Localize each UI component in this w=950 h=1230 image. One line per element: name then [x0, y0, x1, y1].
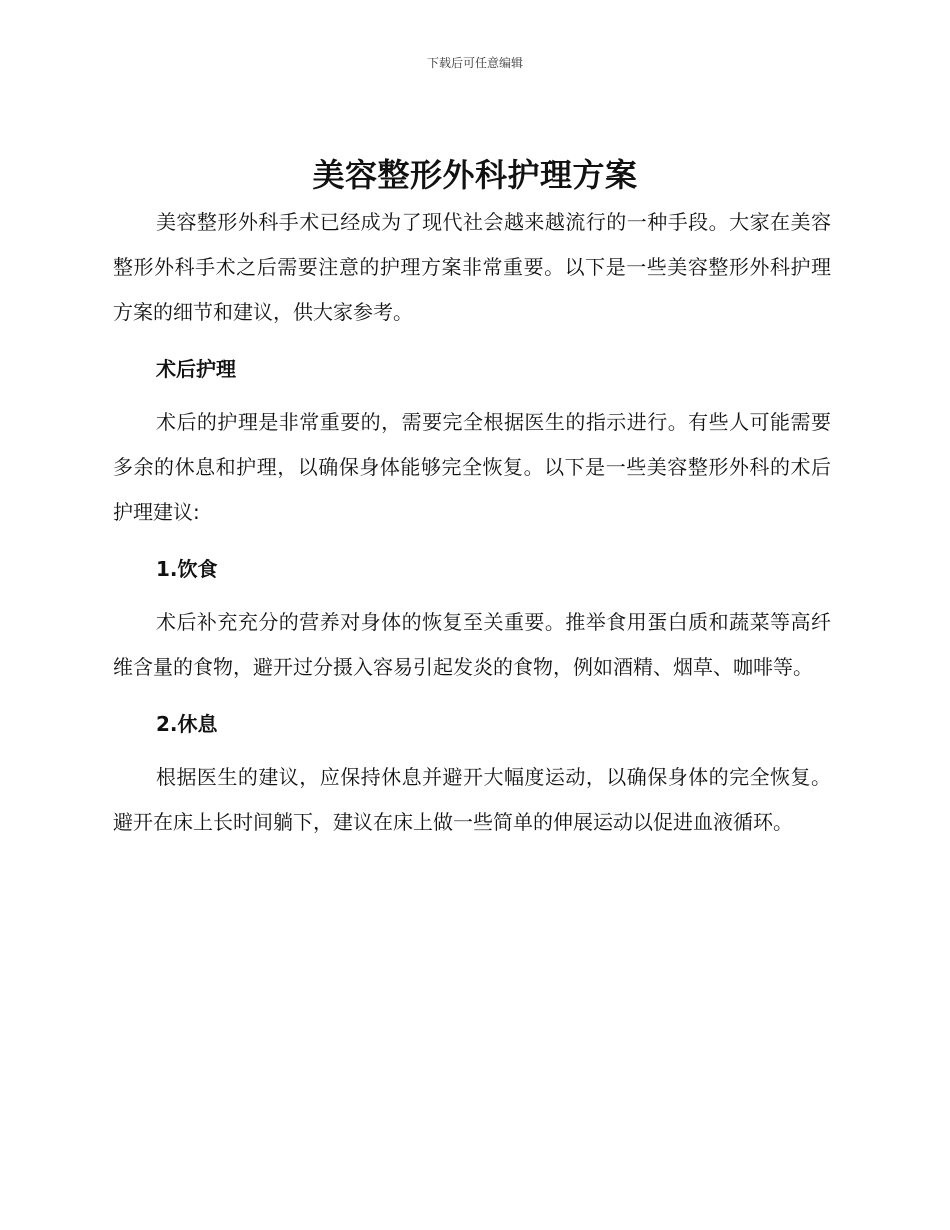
section-body-diet: 术后补充充分的营养对身体的恢复至关重要。推举食用蛋白质和蔬菜等高纤维含量的食物，避开过分摄入容易引起发炎的食物，例如酒精、烟草、咖啡等。 [113, 610, 831, 679]
section-heading-diet: 1.饮食 [156, 557, 218, 581]
section-body-rest: 根据医生的建议，应保持休息并避开大幅度运动，以确保身体的完全恢复。避开在床上长时间躺下，建议在床上做一些简单的伸展运动以促进血液循环。 [113, 765, 831, 834]
section-body-post-op-care: 术后的护理是非常重要的，需要完全根据医生的指示进行。有些人可能需要多余的休息和护理，以确保身体能够完全恢复。以下是一些美容整形外科的术后护理建议: [113, 410, 831, 524]
section-heading-post-op-care: 术后护理 [156, 357, 236, 381]
document-content [113, 200, 831, 845]
intro-paragraph: 美容整形外科手术已经成为了现代社会越来越流行的一种手段。大家在美容整形外科手术之后需要注意的护理方案非常重要。以下是一些美容整形外科护理方案的细节和建议，供大家参考。 [113, 210, 831, 324]
section-heading-rest: 2.休息 [156, 712, 218, 736]
document-title: 美容整形外科护理方案 [312, 156, 638, 194]
header-note: 下载后可任意编辑 [426, 56, 523, 70]
